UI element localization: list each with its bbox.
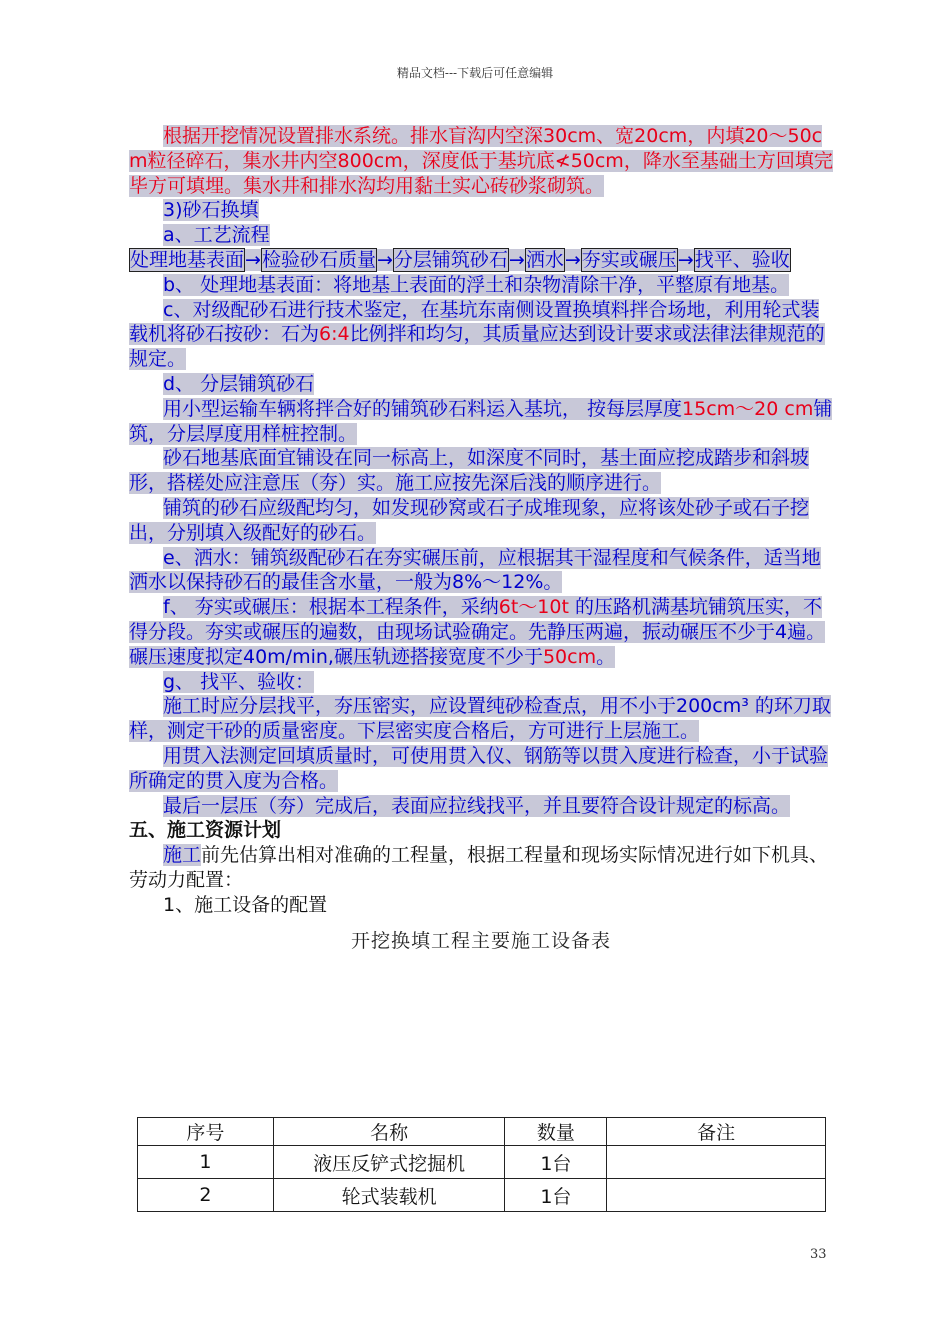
flow-step: 检验砂石质量: [261, 248, 376, 271]
header-index: 序号: [138, 1118, 274, 1146]
cell-name: 轮式装载机: [273, 1179, 505, 1212]
table-caption: 开挖换填工程主要施工设备表: [350, 929, 611, 952]
text-run: 用小型运输车辆将拌合好的铺筑砂石料运入基坑， 按每层厚度: [163, 397, 683, 420]
flow-step: 找平、验收: [694, 248, 790, 271]
text-run: 50cm: [570, 149, 624, 172]
paragraph-d-title: d、 分层铺筑砂石: [163, 372, 315, 395]
paragraph-c: [129, 298, 833, 372]
flow-title: a、工艺流程: [163, 224, 270, 247]
flow-arrow-icon: →: [564, 248, 581, 271]
text-run: 粒径碎石，集水井内空: [147, 149, 338, 172]
cell-quantity: 1台: [505, 1146, 607, 1179]
process-flow: [129, 248, 833, 273]
cell-name: 液压反铲式挖掘机: [273, 1146, 505, 1179]
text-run: 30cm: [543, 125, 597, 147]
paragraph-e: e、洒水：铺筑级配砂石在夯实碾压前，应根据其干湿程度和气候条件，适当地洒水以保持砂石的最佳含水量，一般为8%～12%。: [129, 546, 821, 594]
cell-index: 1: [138, 1146, 274, 1179]
text-run: 根据开挖情况设置排水系统。排水盲沟内空深: [163, 125, 544, 147]
flow-arrow-icon: →: [245, 248, 261, 271]
paragraph-g2: 用贯入法测定回填质量时，可使用贯入仪、钢筋等以贯入度进行检查，小于试验所确定的贯入度为合格。: [129, 744, 829, 792]
section-3-title: 3)砂石换填: [163, 199, 259, 222]
text-run: 800cm: [337, 149, 403, 172]
paragraph-g-title: g、 找平、验收：: [163, 670, 315, 693]
text-run: 的压路机满基坑铺筑压实，不得分段。夯实或碾压的遍数，由现场试验确定。先静压两遍，振动碾压不少于4遍。碾压速度拟定40m/min,碾压轨迹搭接宽度不少于: [129, 596, 826, 668]
flow-step: 夯实或碾压: [581, 248, 677, 271]
paragraph-g1: 施工时应分层找平，夯压密实，应设置纯砂检查点，用不小于200cm³ 的环刀取样，测定干砂的质量密度。下层密实度合格后，方可进行上层施工。: [129, 695, 831, 743]
flow-arrow-icon: →: [376, 248, 393, 271]
text-run: ，内填: [687, 125, 745, 147]
cell-remarks: [607, 1146, 826, 1179]
header-quantity: 数量: [505, 1118, 607, 1146]
cell-index: 2: [138, 1179, 274, 1212]
text-run: ，降水至基础土方回填完毕方可填埋。集水井和排水沟均用黏土实心砖砂浆砌筑。: [129, 149, 833, 197]
header-remarks: 备注: [607, 1118, 826, 1146]
table-row: [138, 1179, 826, 1212]
paragraph-d2: 砂石地基底面宜铺设在同一标高上，如深度不同时，基土面应挖成踏步和斜坡形，搭槎处应注意压（夯）实。施工应按先深后浅的顺序进行。: [129, 447, 810, 495]
text-run: 、宽: [596, 125, 635, 147]
text-run: ，深度低于基坑底≮: [402, 149, 571, 172]
text-run: 20cm: [634, 125, 688, 147]
flow-arrow-icon: →: [508, 248, 525, 271]
text-run: 6t～10t: [498, 596, 569, 619]
page-header: 精品文档---下载后可任意编辑: [396, 66, 554, 80]
table-header-row: [138, 1118, 826, 1146]
cell-remarks: [607, 1179, 826, 1212]
text-run: 比例拌和均匀，其质量应达到设计要求或法律法律规范的规定。: [129, 323, 825, 371]
text-run: f、 夯实或碾压：根据本工程条件，采纳: [163, 596, 499, 619]
flow-step: 分层铺筑砂石: [393, 248, 508, 271]
flow-arrow-icon: →: [677, 248, 694, 271]
text-run: 6:4: [319, 323, 350, 346]
page-number: 33: [810, 1247, 827, 1262]
document-body: [129, 124, 833, 967]
section-5-title: 五、施工资源计划: [129, 819, 282, 842]
paragraph-b: b、 处理地基表面：将地基上表面的浮土和杂物清除干净，平整原有地基。: [163, 273, 790, 296]
text-run: 15cm～20 cm: [682, 397, 814, 420]
equipment-subtitle: 1、施工设备的配置: [163, 893, 328, 916]
equipment-table: [137, 1117, 826, 1212]
text-run: 20～50cm: [129, 125, 823, 172]
flow-step: 洒水: [525, 248, 564, 271]
table-row: [138, 1146, 826, 1179]
paragraph-g3: 最后一层压（夯）完成后，表面应拉线找平，并且要符合设计规定的标高。: [163, 794, 791, 817]
paragraph-f: [129, 595, 833, 669]
text-run: 铺筑，分层厚度用样桩控制。: [129, 397, 833, 445]
text-run: 。: [596, 645, 616, 668]
header-name: 名称: [273, 1118, 505, 1146]
cell-quantity: 1台: [505, 1179, 607, 1212]
paragraph-d3: 铺筑的砂石应级配均匀，如发现砂窝或石子成堆现象，应将该处砂子或石子挖出，分别填入级配好的砂石。: [129, 496, 810, 544]
text-run: 50cm: [542, 645, 597, 668]
text-run: c、对级配砂石进行技术鉴定，在基坑东南侧设置换填料拌合场地，利用轮式装载机将砂石按砂：石为: [129, 298, 820, 346]
drainage-text: [129, 125, 833, 197]
flow-step: 处理地基表面: [130, 248, 245, 271]
paragraph-drainage: [129, 124, 833, 198]
paragraph-resource-plan: 施工前先估算出相对准确的工程量，根据工程量和现场实际情况进行如下机具、劳动力配置：: [129, 844, 829, 891]
paragraph-d1: [129, 397, 833, 447]
